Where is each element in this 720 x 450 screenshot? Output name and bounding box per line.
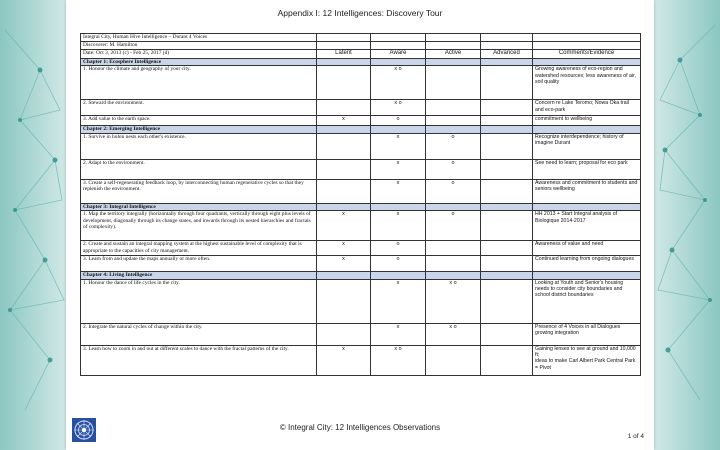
- active-mark: [426, 116, 481, 126]
- table-row: [81, 323, 641, 345]
- intelligence-item: 2. Create and sustain an integral mapping system at the highest sustainable level of complexity that is appropriate to the capacities of city management.: [81, 241, 317, 256]
- active-mark: [426, 256, 481, 272]
- date-cell: Date: Oct 3, 2013 (c) - Feb 25, 2017 (d): [81, 50, 317, 59]
- table-row: [81, 159, 641, 179]
- active-mark: x o: [426, 323, 481, 345]
- latent-mark: [317, 179, 371, 203]
- table-row: [81, 241, 641, 256]
- latent-mark: x: [317, 256, 371, 272]
- comment-evidence: Gaining lenses to see at ground and 10,000 ft; ideas to make Carl Albert Park Central Park = Pivot: [533, 345, 641, 375]
- intelligence-item: 1. Survive in holon nests each other's existence.: [81, 133, 317, 159]
- latent-mark: x: [317, 211, 371, 241]
- comment-evidence: Awareness and commitment to students and seniors wellbeing: [533, 179, 641, 203]
- advanced-mark: [481, 211, 533, 241]
- advanced-mark: [481, 279, 533, 323]
- intelligence-item: 3. Learn from and update the maps annually or more often.: [81, 256, 317, 272]
- aware-mark: x o: [371, 66, 426, 100]
- intelligence-item: 3. Learn how to zoom in and out at different scales to dance with the fractal patterns of the city.: [81, 345, 317, 375]
- footer-text: © Integral City: 12 Intelligences Observations: [279, 423, 441, 432]
- aware-mark: o: [371, 116, 426, 126]
- chapter-title: Chapter 1: Ecosphere Intelligence: [81, 59, 317, 66]
- advanced-mark: [481, 256, 533, 272]
- column-header-active: Active: [426, 50, 481, 59]
- intelligence-item: 2. Integrate the natural cycles of change within the city.: [81, 323, 317, 345]
- latent-mark: [317, 159, 371, 179]
- intelligence-item: 1. Map the territory integrally (horizontally through four quadrants, vertically through eight plus levels of development, diagonally through its change states, and inwards through its nested hierarchies and fractals of complexity).: [81, 211, 317, 241]
- advanced-mark: [481, 66, 533, 100]
- latent-mark: [317, 323, 371, 345]
- latent-mark: [317, 100, 371, 116]
- column-header-aware: Aware: [371, 50, 426, 59]
- chapter-title: Chapter 3: Integral Intelligence: [81, 203, 317, 210]
- intelligence-item: 2. Adapt to the environment.: [81, 159, 317, 179]
- column-header-advanced: Advanced: [481, 50, 533, 59]
- table-row: [81, 100, 641, 116]
- comment-evidence: Recognize interdependence; history of imagine Durant: [533, 133, 641, 159]
- column-header-latent: Latent: [317, 50, 371, 59]
- table-row: [81, 133, 641, 159]
- table-row: [81, 116, 641, 126]
- latent-mark: x: [317, 116, 371, 126]
- comment-evidence: HH 2013 + Start Integral analysis of Biologique 2014-2017: [533, 211, 641, 241]
- latent-mark: [317, 66, 371, 100]
- chapter-title: Chapter 4: Living Intelligence: [81, 272, 317, 279]
- comment-evidence: Concern re Lake Teromo; Nowa Oka trail and eco-park: [533, 100, 641, 116]
- advanced-mark: [481, 179, 533, 203]
- aware-mark: x o: [371, 345, 426, 375]
- latent-mark: [317, 279, 371, 323]
- advanced-mark: [481, 100, 533, 116]
- active-mark: o: [426, 159, 481, 179]
- active-mark: [426, 66, 481, 100]
- observations-table: [80, 33, 641, 376]
- aware-mark: x: [371, 279, 426, 323]
- latent-mark: [317, 133, 371, 159]
- chapter-row: [81, 203, 641, 210]
- table-row: [81, 179, 641, 203]
- comment-evidence: Presence of 4 Voices in all Dialogues growing integration: [533, 323, 641, 345]
- chapter-row: [81, 59, 641, 66]
- aware-mark: x: [371, 159, 426, 179]
- intelligence-item: 3. Create a self-regenerating feedback loop, by interconnecting human regenerative cycles so that they replenish the environment.: [81, 179, 317, 203]
- aware-mark: x: [371, 133, 426, 159]
- active-mark: x o: [426, 279, 481, 323]
- active-mark: o: [426, 211, 481, 241]
- page-number: 1 of 4: [627, 433, 644, 440]
- intelligence-item: 1. Honour the dance of life cycles in the city.: [81, 279, 317, 323]
- active-mark: [426, 100, 481, 116]
- table-row: [81, 211, 641, 241]
- aware-mark: x: [371, 323, 426, 345]
- chapter-title: Chapter 2: Emerging Intelligence: [81, 126, 317, 133]
- active-mark: o: [426, 179, 481, 203]
- page-title: Appendix I: 12 Intelligences: Discovery Tour: [277, 8, 443, 18]
- comment-evidence: See need to learn; proposal for eco park: [533, 159, 641, 179]
- advanced-mark: [481, 116, 533, 126]
- comment-evidence: Looking at Youth and Senior's housing needs to consider city boundaries and school district boundaries: [533, 279, 641, 323]
- aware-mark: x: [371, 211, 426, 241]
- document-page: [66, 0, 654, 450]
- latent-mark: x: [317, 241, 371, 256]
- latent-mark: x: [317, 345, 371, 375]
- comment-evidence: Continued learning from ongoing dialogues: [533, 256, 641, 272]
- active-mark: [426, 345, 481, 375]
- aware-mark: o: [371, 256, 426, 272]
- chapter-row: [81, 272, 641, 279]
- advanced-mark: [481, 241, 533, 256]
- aware-mark: o: [371, 241, 426, 256]
- comment-evidence: Growing awareness of eco-region and watershed resources; less awareness of air, soil quality: [533, 66, 641, 100]
- aware-mark: x o: [371, 100, 426, 116]
- table-row: [81, 345, 641, 375]
- comment-evidence: commitment to wellbeing: [533, 116, 641, 126]
- discoverer-cell: Discoverer: M. Hamilton: [81, 42, 317, 50]
- table-row: [81, 66, 641, 100]
- active-mark: o: [426, 133, 481, 159]
- intelligence-item: 2. Steward the environment.: [81, 100, 317, 116]
- advanced-mark: [481, 159, 533, 179]
- project-cell: Integral City, Human Hive Intelligence – Durant 4 Voices: [81, 34, 317, 42]
- intelligence-item: 1. Honour the climate and geography of your city.: [81, 66, 317, 100]
- active-mark: [426, 241, 481, 256]
- advanced-mark: [481, 133, 533, 159]
- advanced-mark: [481, 323, 533, 345]
- aware-mark: x: [371, 179, 426, 203]
- column-header-comments: Comments/Evidence: [533, 50, 641, 59]
- table-row: [81, 279, 641, 323]
- intelligence-item: 3. Add value to the earth space.: [81, 116, 317, 126]
- chapter-row: [81, 126, 641, 133]
- table-row: [81, 256, 641, 272]
- advanced-mark: [481, 345, 533, 375]
- comment-evidence: Awareness of value and need: [533, 241, 641, 256]
